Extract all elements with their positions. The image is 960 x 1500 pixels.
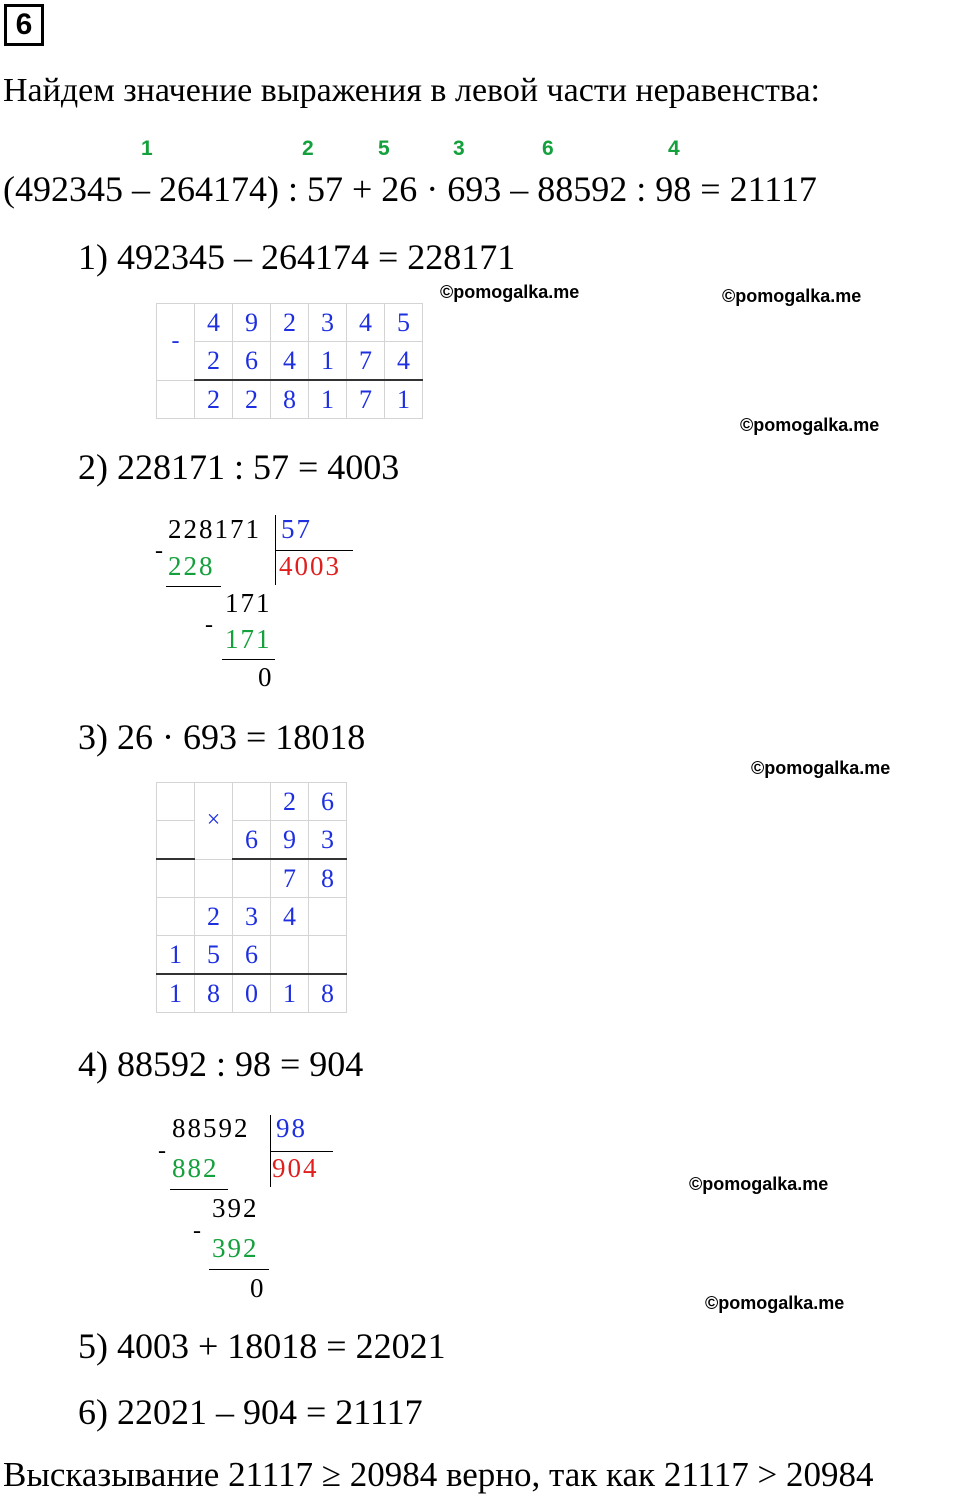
- underline: [222, 659, 275, 660]
- order-mark: 6: [542, 137, 554, 160]
- watermark: ©pomogalka.me: [751, 758, 891, 778]
- intro-text: Найдем значение выражения в левой части неравенства:: [3, 72, 820, 109]
- conclusion: Высказывание 21117 ≥ 20984 верно, так как 21117 > 20984: [3, 1455, 874, 1494]
- order-mark: 5: [378, 137, 390, 160]
- minus-sign: -: [157, 304, 195, 381]
- empty-cell: [309, 898, 347, 936]
- order-mark: 1: [141, 137, 153, 160]
- quotient: 4003: [279, 551, 341, 581]
- digit: 2: [195, 380, 233, 419]
- minus-sign: -: [205, 612, 213, 638]
- digit: 1: [309, 380, 347, 419]
- digit: 6: [233, 821, 271, 860]
- watermark: ©pomogalka.me: [705, 1293, 845, 1313]
- main-expression: (492345 – 264174) : 57 + 26 · 693 – 88592 : 98 = 21117: [3, 169, 817, 209]
- partial-remainder: 392: [212, 1193, 259, 1223]
- dividend: 88592: [172, 1113, 250, 1143]
- remainder: 0: [258, 662, 274, 692]
- digit: 6: [233, 936, 271, 975]
- digit: 2: [271, 783, 309, 821]
- digit: 1: [385, 380, 423, 419]
- watermark: ©pomogalka.me: [440, 282, 580, 302]
- empty-cell: [157, 821, 195, 860]
- digit: 8: [309, 859, 347, 898]
- watermark: ©pomogalka.me: [722, 286, 862, 306]
- step-6: 6) 22021 – 904 = 21117: [78, 1392, 423, 1432]
- digit: 2: [195, 898, 233, 936]
- digit: 1: [157, 974, 195, 1013]
- digit: 1: [309, 342, 347, 381]
- digit: 2: [195, 342, 233, 381]
- empty-cell: [157, 380, 195, 419]
- digit: 4: [271, 898, 309, 936]
- subtrahend: 228: [168, 551, 215, 581]
- remainder: 0: [250, 1273, 266, 1303]
- step-5: 5) 4003 + 18018 = 22021: [78, 1326, 446, 1366]
- step-2: 2) 228171 : 57 = 4003: [78, 447, 400, 487]
- digit: 8: [309, 974, 347, 1013]
- multiply-sign: ×: [195, 783, 233, 860]
- digit: 3: [233, 898, 271, 936]
- digit: 7: [347, 380, 385, 419]
- digit: 9: [233, 304, 271, 342]
- division-bracket-horizontal: [270, 1151, 333, 1152]
- watermark: ©pomogalka.me: [689, 1174, 829, 1194]
- empty-cell: [271, 936, 309, 975]
- minus-sign: -: [155, 538, 163, 564]
- underline: [166, 586, 221, 587]
- digit: 6: [233, 342, 271, 381]
- digit: 5: [195, 936, 233, 975]
- partial-remainder: 171: [225, 588, 272, 618]
- digit: 2: [271, 304, 309, 342]
- digit: 1: [271, 974, 309, 1013]
- digit: 9: [271, 821, 309, 860]
- digit: 5: [385, 304, 423, 342]
- digit: 3: [309, 821, 347, 860]
- minus-sign: -: [158, 1138, 166, 1164]
- watermark: ©pomogalka.me: [740, 415, 880, 435]
- quotient: 904: [272, 1153, 319, 1183]
- empty-cell: [157, 859, 195, 898]
- digit: 0: [233, 974, 271, 1013]
- step-1: 1) 492345 – 264174 = 228171: [78, 237, 516, 277]
- divisor: 57: [281, 514, 312, 544]
- divisor: 98: [276, 1113, 307, 1143]
- digit: 6: [309, 783, 347, 821]
- digit: 4: [347, 304, 385, 342]
- digit: 4: [271, 342, 309, 381]
- order-mark: 4: [668, 137, 680, 160]
- task-number: 6: [4, 4, 44, 46]
- empty-cell: [233, 783, 271, 821]
- empty-cell: [157, 783, 195, 821]
- step-3: 3) 26 · 693 = 18018: [78, 717, 366, 757]
- dividend: 228171: [168, 514, 261, 544]
- underline: [209, 1269, 269, 1270]
- underline: [170, 1189, 228, 1190]
- multiplication-grid: [156, 782, 347, 1013]
- digit: 1: [157, 936, 195, 975]
- digit: 4: [385, 342, 423, 381]
- order-mark: 3: [453, 137, 465, 160]
- subtrahend: 882: [172, 1153, 219, 1183]
- digit: 4: [195, 304, 233, 342]
- digit: 2: [233, 380, 271, 419]
- subtrahend: 171: [225, 624, 272, 654]
- step-4: 4) 88592 : 98 = 904: [78, 1044, 364, 1084]
- digit: 7: [271, 859, 309, 898]
- digit: 8: [195, 974, 233, 1013]
- subtrahend: 392: [212, 1233, 259, 1263]
- empty-cell: [195, 859, 233, 898]
- minus-sign: -: [193, 1218, 201, 1244]
- empty-cell: [157, 898, 195, 936]
- subtraction-grid: [156, 303, 423, 419]
- digit: 8: [271, 380, 309, 419]
- digit: 3: [309, 304, 347, 342]
- empty-cell: [233, 859, 271, 898]
- order-mark: 2: [302, 137, 314, 160]
- digit: 7: [347, 342, 385, 381]
- empty-cell: [309, 936, 347, 975]
